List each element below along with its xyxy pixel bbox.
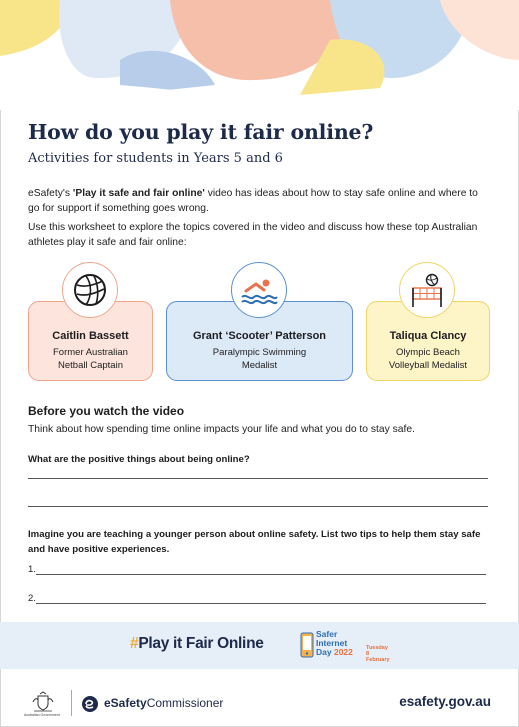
athlete-role-line2: Volleyball Medalist (388, 360, 468, 371)
header-banner (0, 0, 519, 110)
sid-day-word: Day (316, 647, 332, 657)
volleyball-net-icon (399, 262, 455, 318)
intro-paragraph (28, 186, 488, 216)
esafety-commissioner-wordmark (104, 696, 223, 710)
intro-prefix: eSafety's (28, 188, 73, 199)
athlete-role-line1: Former Australian (53, 347, 128, 358)
worksheet-instructions: Use this worksheet to explore the topics covered in the video and discuss how these top Australian athletes play it safe and fair online: (28, 222, 478, 248)
athlete-role-line2: Medalist (241, 360, 278, 371)
sid-wordmark (316, 630, 353, 657)
section-intro: Think about how spending time online impacts your life and what you do to stay safe. (28, 424, 415, 435)
tip-number: 1. (28, 564, 36, 575)
sid-date (366, 645, 390, 663)
campaign-text: Play it Fair Online (138, 635, 264, 652)
question-positive-things: What are the positive things about being online? (28, 454, 250, 465)
commissioner-bold: eSafety (104, 696, 147, 710)
video-title: 'Play it safe and fair online' (72, 188, 205, 199)
question-safety-tips: Imagine you are teaching a younger person about online safety. List two tips to help them stay safe and have positive experiences. (28, 529, 481, 555)
section-heading: Before you watch the video (28, 404, 185, 418)
athlete-role-line1: Olympic Beach (396, 347, 460, 358)
sid-line1: Safer (316, 629, 338, 639)
website-link[interactable]: esafety.gov.au (399, 694, 491, 709)
esafety-logo-icon (81, 695, 99, 713)
safer-internet-day-logo (300, 628, 390, 664)
intro-suffix: video has ideas about how to stay safe online and where to go for support if something goes wrong. (28, 188, 478, 214)
page-title: How do you play it fair online? (28, 120, 374, 144)
page-subtitle: Activities for students in Years 5 and 6 (28, 151, 283, 166)
sid-line3 (316, 648, 353, 657)
answer-line[interactable] (28, 506, 488, 507)
athlete-name: Caitlin Bassett (52, 330, 129, 342)
campaign-hash: # (130, 635, 139, 652)
footer-divider (71, 690, 72, 716)
swimmer-icon (231, 262, 287, 318)
gov-label: Australian Government (24, 713, 60, 717)
sid-year: 2022 (333, 647, 353, 657)
tip-answer-line[interactable] (36, 603, 486, 604)
athlete-name: Taliqua Clancy (389, 330, 467, 342)
campaign-logo (130, 635, 264, 653)
sid-line2: Internet (316, 638, 348, 648)
netball-icon (62, 262, 118, 318)
commissioner-rest: Commissioner (146, 696, 224, 710)
tip-number: 2. (28, 593, 36, 604)
athlete-name: Grant ‘Scooter’ Patterson (192, 330, 327, 342)
tip-answer-line[interactable] (36, 574, 486, 575)
phone-icon (300, 632, 314, 658)
sid-date-text: 8 February (366, 651, 390, 663)
sid-weekday: Tuesday (366, 645, 388, 651)
athlete-role-line1: Paralympic Swimming (212, 347, 307, 358)
athlete-role-line2: Netball Captain (58, 360, 123, 371)
answer-line[interactable] (28, 478, 488, 479)
